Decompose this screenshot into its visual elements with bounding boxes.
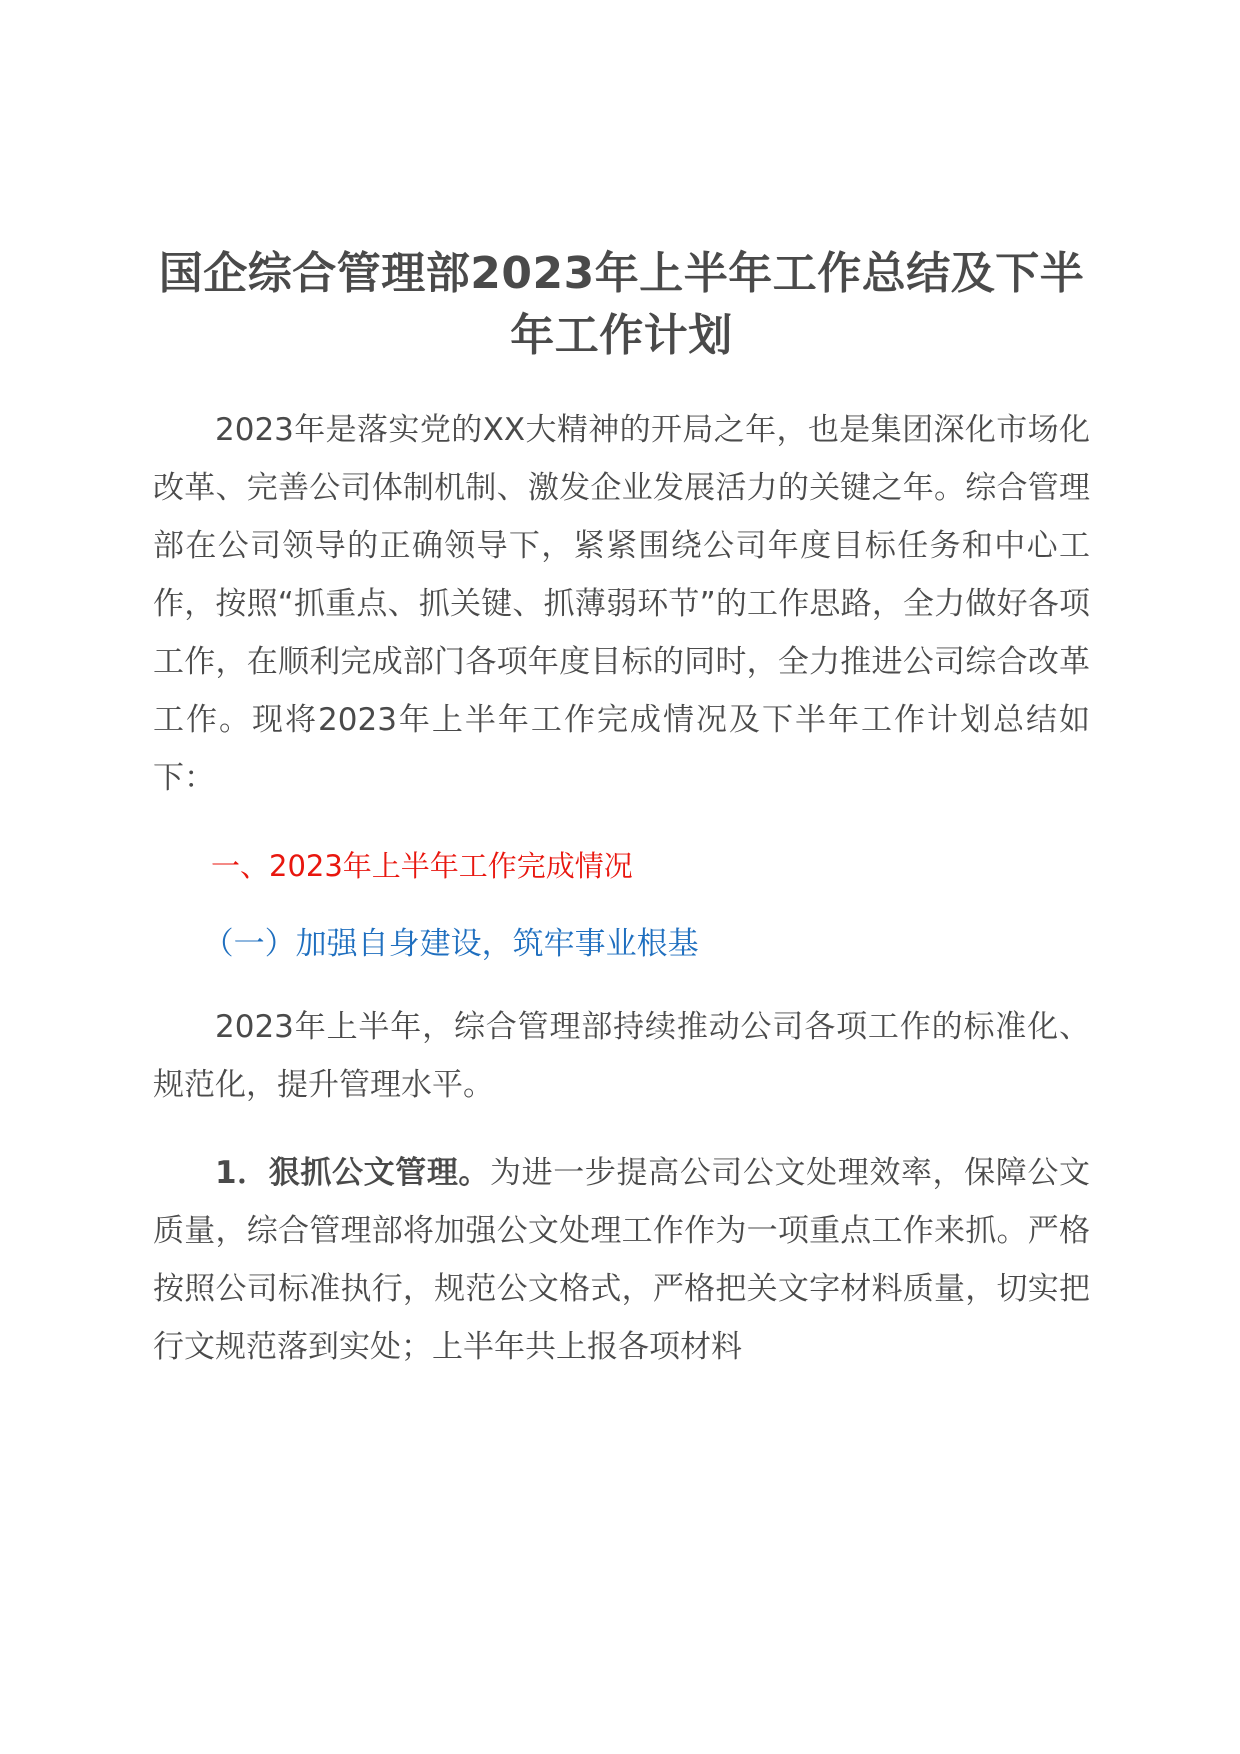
section-heading-1: 一、2023年上半年工作完成情况 — [211, 849, 633, 883]
subsection-paragraph: 2023年上半年，综合管理部持续推动公司各项工作的标准化、规范化，提升管理水平。 — [153, 1009, 1090, 1103]
item-1-paragraph — [153, 1144, 1090, 1376]
item-1-lead: 1．狠抓公文管理。 — [215, 1155, 491, 1191]
subsection-heading-1: （一）加强自身建设，筑牢事业根基 — [202, 926, 699, 962]
document-title: 国企综合管理部2023年上半年工作总结及下半年工作计划 — [158, 248, 1085, 361]
intro-paragraph: 2023年是落实党的XX大精神的开局之年，也是集团深化市场化改革、完善公司体制机制、激发企业发展活力的关键之年。综合管理部在公司领导的正确领导下，紧紧围绕公司年度目标任务和中心工作，按照“抓重点、抓关键、抓薄弱环节”的工作思路，全力做好各项工作，在顺利完成部门各项年度目标的同时，全力推进公司综合改革工作。现将2023年上半年工作完成情况及下半年工作计划总结如下： — [153, 412, 1090, 796]
item-1-text: 为进一步提高公司公文处理效率，保障公文质量，综合管理部将加强公文处理工作作为一项重点工作来抓。严格按照公司标准执行，规范公文格式，严格把关文字材料质量，切实把行文规范落到实处；上半年共上报各项材料 — [153, 1155, 1090, 1365]
